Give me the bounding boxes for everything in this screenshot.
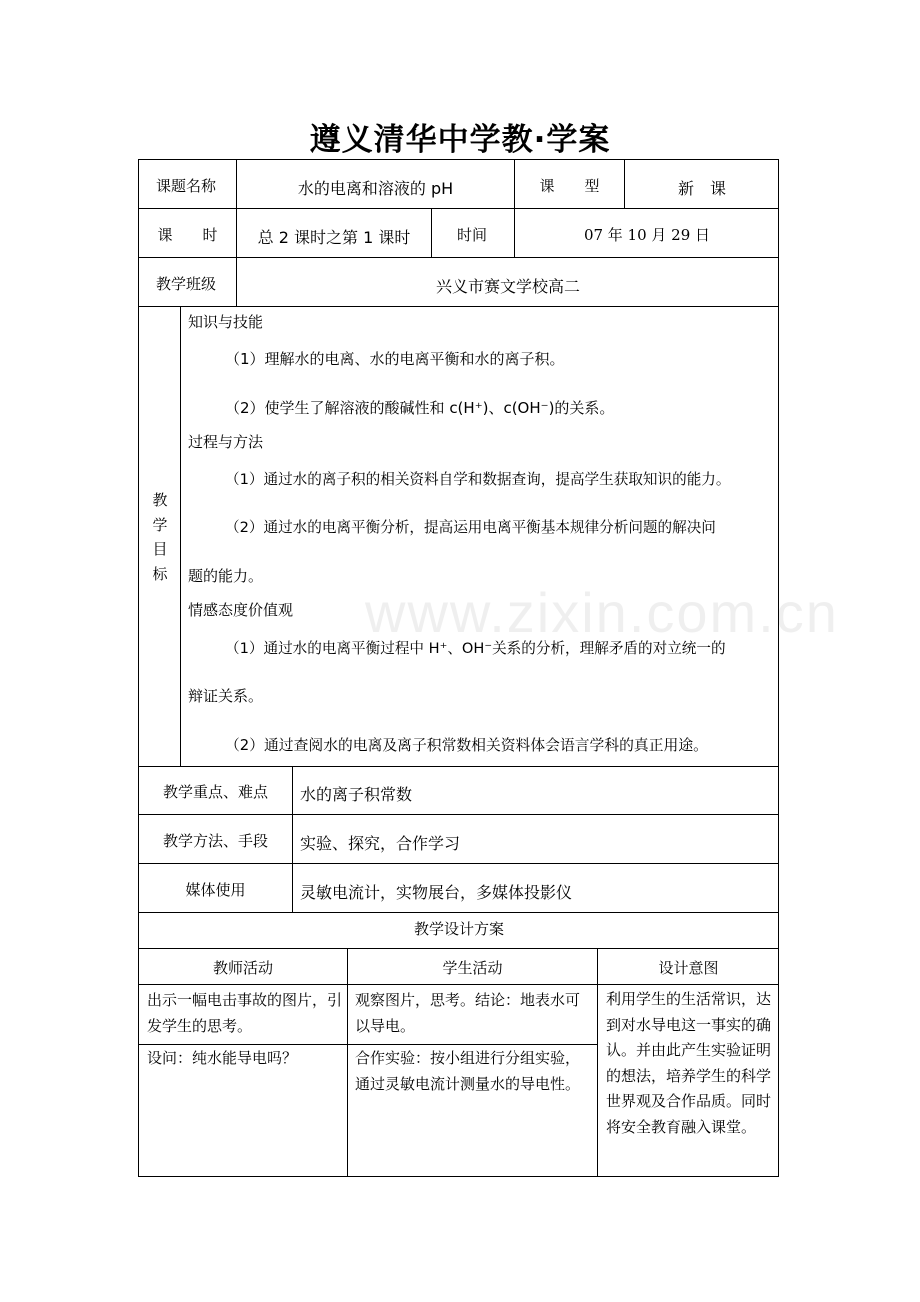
objective-line: （2）通过查阅水的电离及离子积常数相关资料体会语言学科的真正用途。 [225, 737, 708, 754]
objective-line: （1）通过水的离子积的相关资料自学和数据查询，提高学生获取知识的能力。 [225, 471, 731, 488]
objectives-label: 教 学 目 标 [152, 491, 168, 583]
column-intent: 设计意图 [658, 959, 719, 977]
objective-line: （2）使学生了解溶液的酸碱性和 c(H⁺)、c(OH⁻)的关系。 [225, 399, 615, 417]
media-label: 媒体使用 [185, 881, 246, 899]
key-points-value: 水的离子积常数 [300, 785, 413, 804]
methods-label: 教学方法、手段 [162, 832, 268, 850]
hours-label: 课 时 [157, 226, 218, 244]
class-value: 兴义市赛文学校高二 [435, 277, 580, 296]
objective-line: 题的能力。 [188, 567, 264, 585]
student-activity: 观察图片，思考。结论：地表水可以导电。 [355, 991, 581, 1035]
objective-heading: 情感态度价值观 [188, 601, 294, 619]
document-title: 遵义清华中学教·学案 [309, 122, 611, 158]
class-label: 教学班级 [156, 275, 217, 293]
column-teacher: 教师活动 [212, 959, 273, 977]
design-title: 教学设计方案 [413, 920, 504, 938]
topic-label: 课题名称 [156, 177, 217, 195]
key-points-label: 教学重点、难点 [162, 783, 268, 801]
teacher-activity: 出示一幅电击事故的图片，引发学生的思考。 [147, 991, 343, 1035]
objective-heading: 过程与方法 [188, 433, 264, 451]
design-intent: 利用学生的生活常识，达到对水导电这一事实的确认。并由此产生实验证明的想法，培养学生的科学世界观及合作品质。同时将安全教育融入课堂。 [606, 990, 772, 1136]
objective-line: （2）通过水的电离平衡分析，提高运用电离平衡基本规律分析问题的解决问 [225, 519, 716, 536]
objective-line: （1）理解水的电离、水的电离平衡和水的离子积。 [225, 350, 565, 368]
type-label: 课 型 [539, 177, 600, 195]
watermark: www.zixin.com.cn [365, 581, 839, 644]
type-value: 新 课 [677, 179, 726, 198]
topic-value: 水的电离和溶液的 pH [297, 179, 454, 198]
hours-value: 总 2 课时之第 1 课时 [257, 228, 411, 247]
time-label: 时间 [457, 226, 488, 244]
objective-line: （1）通过水的电离平衡过程中 H⁺、OH⁻关系的分析，理解矛盾的对立统一的 [225, 640, 726, 657]
column-student: 学生活动 [442, 959, 503, 977]
student-activity: 合作实验：按小组进行分组实验，通过灵敏电流计测量水的导电性。 [355, 1049, 581, 1093]
objective-heading: 知识与技能 [188, 313, 264, 331]
methods-value: 实验、探究，合作学习 [300, 834, 461, 853]
media-value: 灵敏电流计，实物展台，多媒体投影仪 [300, 883, 573, 902]
objective-line: 辩证关系。 [188, 687, 264, 705]
time-value: 07 年 10 月 29 日 [583, 226, 711, 244]
teacher-activity: 设问：纯水能导电吗？ [147, 1049, 298, 1067]
